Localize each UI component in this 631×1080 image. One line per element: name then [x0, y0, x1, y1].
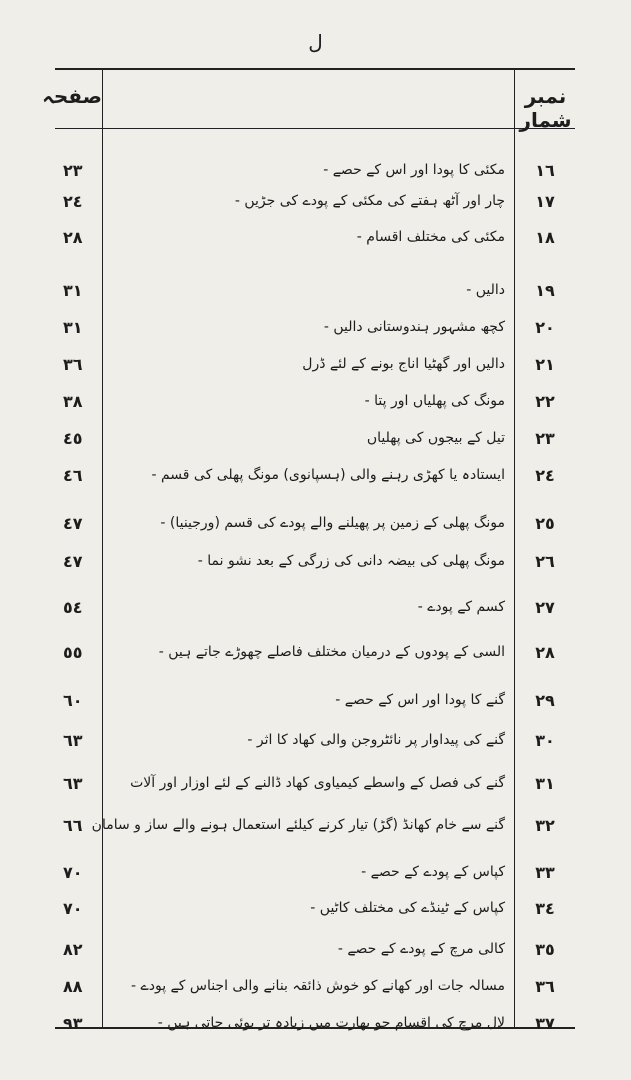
table-row: [55, 812, 575, 842]
row-title: کپاس کے پودے کے حصے -: [361, 864, 505, 880]
number-column-header: نمبر شمار: [519, 84, 572, 132]
table-row: [55, 351, 575, 381]
table-row: [55, 639, 575, 669]
row-page-number: ٣٨: [63, 392, 83, 411]
table-row: [55, 895, 575, 925]
row-serial-number: ٣٢: [535, 816, 555, 835]
table-row: [55, 687, 575, 717]
row-title: گنے کی فصل کے واسطے کیمیاوی کھاد ڈالنے کے لئے اوزار اور آلات: [130, 775, 505, 791]
row-title: کالی مرچ کے پودے کے حصے -: [337, 941, 505, 957]
row-serial-number: ١٩: [535, 281, 555, 300]
row-title: السی کے پودوں کے درمیان مختلف فاصلے چھوڑے جاتے ہیں -: [158, 644, 505, 660]
table-row: [55, 973, 575, 1003]
row-title: دالیں اور گھٹیا اناج بونے کے لئے ڈرل: [302, 356, 505, 372]
page-column-header: صفحہ: [42, 84, 102, 108]
row-title: لال مرچ کی اقسام جو بھارت میں زیادہ تر بوئی جاتی ہیں -: [157, 1015, 505, 1031]
row-page-number: ٣٦: [63, 355, 83, 374]
row-page-number: ٣١: [63, 318, 83, 337]
row-page-number: ٢٣: [63, 161, 83, 180]
row-serial-number: ٢٣: [535, 429, 555, 448]
row-page-number: ٢٨: [63, 228, 83, 247]
table-row: [55, 727, 575, 757]
row-page-number: ٤٧: [63, 514, 83, 533]
row-serial-number: ٣٧: [535, 1014, 555, 1033]
row-serial-number: ٣٤: [535, 899, 555, 918]
row-title: مونگ پھلی کی بیضہ دانی کی زرگی کے بعد نشو نما -: [197, 553, 505, 569]
row-page-number: ٦٠: [63, 691, 83, 710]
row-serial-number: ٣٥: [535, 940, 555, 959]
table-row: [55, 188, 575, 218]
row-serial-number: ٢٧: [535, 598, 555, 617]
row-serial-number: ٢٩: [535, 691, 555, 710]
table-row: [55, 462, 575, 492]
table-row: [55, 1010, 575, 1040]
row-page-number: ٣١: [63, 281, 83, 300]
table-row: [55, 314, 575, 344]
row-serial-number: ٢١: [535, 355, 555, 374]
row-title: گنے کا پودا اور اس کے حصے -: [335, 692, 505, 708]
table-row: [55, 425, 575, 455]
row-serial-number: ٢٦: [535, 552, 555, 571]
row-serial-number: ١٧: [535, 192, 555, 211]
row-serial-number: ٣١: [535, 774, 555, 793]
row-serial-number: ٣٣: [535, 863, 555, 882]
row-page-number: ٥٤: [63, 598, 83, 617]
contents-table: [42, 68, 575, 1033]
row-title: مونگ پھلی کے زمین پر پھیلنے والے پودے کی قسم (ورجینیا) -: [160, 515, 505, 531]
table-row: [55, 548, 575, 578]
row-page-number: ٨٢: [63, 940, 83, 959]
table-row: [55, 859, 575, 889]
row-serial-number: ١٦: [535, 161, 555, 180]
row-serial-number: ٢٢: [535, 392, 555, 411]
row-page-number: ٧٠: [63, 899, 83, 918]
row-title: مکئی کا پودا اور اس کے حصے -: [323, 162, 505, 178]
row-title: مسالہ جات اور کھانے کو خوش ذائقہ بنانے والی اجناس کے پودے -: [131, 978, 505, 994]
row-title: کپاس کے ٹینڈے کی مختلف کاٹیں -: [310, 900, 505, 916]
header-divider: [55, 128, 575, 129]
row-title: ایستادہ یا کھڑی رہنے والی (ہسپانوی) مونگ پھلی کی قسم -: [151, 467, 505, 483]
row-serial-number: ٣٦: [535, 977, 555, 996]
row-page-number: ٦٦: [63, 816, 83, 835]
row-page-number: ٦٣: [63, 774, 83, 793]
row-title: مونگ کی پھلیاں اور پتا -: [364, 393, 505, 409]
row-title: چار اور آٹھ ہفتے کی مکئی کے پودے کی جڑیں -: [234, 193, 505, 209]
row-title: تیل کے بیجوں کی پھلیاں: [366, 430, 505, 446]
row-title: کچھ مشہور ہندوستانی دالیں -: [323, 319, 505, 335]
row-page-number: ٢٤: [63, 192, 83, 211]
table-row: [55, 936, 575, 966]
row-page-number: ٤٧: [63, 552, 83, 571]
row-serial-number: ٢٥: [535, 514, 555, 533]
page-marker: ل: [308, 30, 323, 54]
table-row: [55, 388, 575, 418]
row-serial-number: ٢٤: [535, 466, 555, 485]
table-row: [55, 277, 575, 307]
row-serial-number: ٣٠: [535, 731, 555, 750]
row-serial-number: ٢٨: [535, 643, 555, 662]
row-page-number: ٤٥: [63, 429, 83, 448]
row-serial-number: ٢٠: [535, 318, 555, 337]
table-row: [55, 157, 575, 187]
row-serial-number: ١٨: [535, 228, 555, 247]
table-row: [55, 594, 575, 624]
row-title: دالیں -: [466, 282, 505, 298]
table-row: [55, 770, 575, 800]
row-title: گنے کی پیداوار پر نائٹروجن والی کھاد کا اثر -: [247, 732, 505, 748]
row-title: گنے سے خام کھانڈ (گڑ) تیار کرنے کیلئے استعمال ہونے والے ساز و سامان: [91, 817, 505, 833]
row-page-number: ٧٠: [63, 863, 83, 882]
row-page-number: ٥٥: [63, 643, 83, 662]
row-title: مکئی کی مختلف اقسام -: [356, 229, 505, 245]
row-page-number: ٤٦: [63, 466, 83, 485]
row-page-number: ٦٣: [63, 731, 83, 750]
row-page-number: ٨٨: [63, 977, 83, 996]
row-page-number: ٩٣: [63, 1014, 83, 1033]
row-title: کسم کے پودے -: [417, 599, 505, 615]
table-row: [55, 224, 575, 254]
table-row: [55, 510, 575, 540]
